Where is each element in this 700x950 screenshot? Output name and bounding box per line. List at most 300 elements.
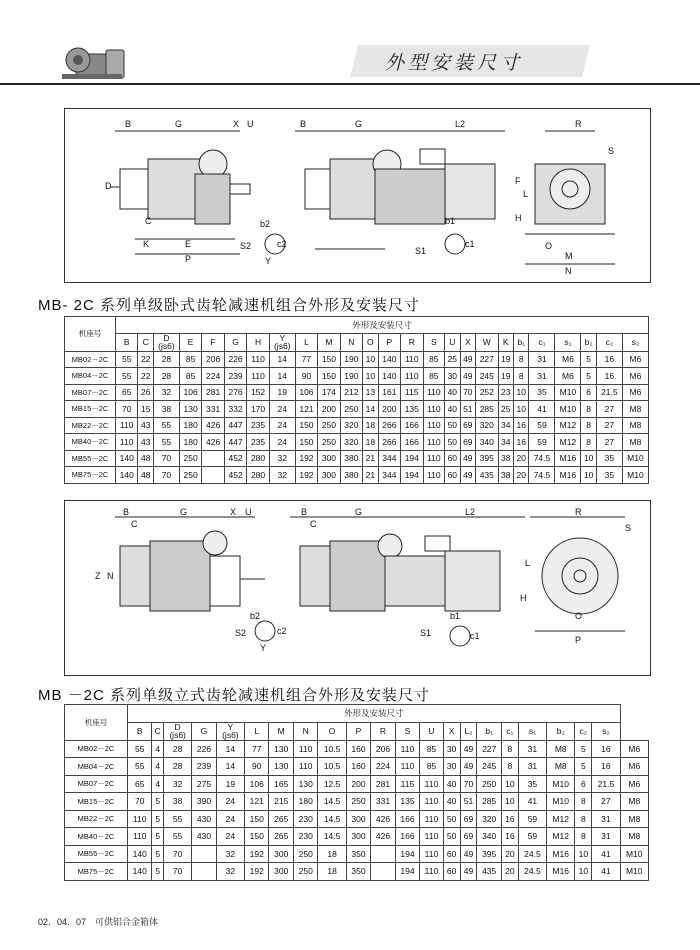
value-cell: 51 bbox=[460, 793, 477, 811]
value-cell: 250 bbox=[179, 467, 201, 484]
svg-text:U: U bbox=[247, 119, 254, 129]
value-cell: 239 bbox=[224, 368, 246, 385]
column-header: s₁ bbox=[555, 333, 581, 351]
model-cell: MB55－2C bbox=[65, 450, 116, 467]
value-cell: 8 bbox=[581, 434, 596, 451]
value-cell: 40 bbox=[443, 775, 460, 793]
value-cell: 25 bbox=[445, 351, 460, 368]
value-cell: 30 bbox=[443, 740, 460, 758]
value-cell: 10.5 bbox=[318, 758, 346, 776]
column-header: D (js6) bbox=[153, 333, 179, 351]
value-cell: 20 bbox=[514, 450, 529, 467]
value-cell: M8 bbox=[622, 417, 648, 434]
column-header: c₂ bbox=[596, 333, 622, 351]
column-header: c₁ bbox=[501, 722, 518, 740]
value-cell: 48 bbox=[138, 467, 153, 484]
value-cell: 166 bbox=[395, 828, 419, 846]
model-cell: MB55－2C bbox=[65, 845, 128, 863]
value-cell: 6 bbox=[575, 775, 592, 793]
value-cell: M6 bbox=[620, 775, 648, 793]
value-cell: 174 bbox=[318, 384, 340, 401]
value-cell: 16 bbox=[514, 417, 529, 434]
value-cell: 21 bbox=[363, 467, 378, 484]
column-header: M bbox=[318, 333, 340, 351]
value-cell: 200 bbox=[378, 401, 400, 418]
column-header: K bbox=[498, 333, 513, 351]
value-cell: 121 bbox=[295, 401, 317, 418]
value-cell: 250 bbox=[293, 845, 317, 863]
svg-text:U: U bbox=[245, 507, 252, 517]
column-header: P bbox=[346, 722, 370, 740]
column-header: b₁ bbox=[514, 333, 529, 351]
value-cell: 430 bbox=[192, 828, 216, 846]
value-cell: M6 bbox=[622, 368, 648, 385]
value-cell: 27 bbox=[596, 401, 622, 418]
svg-text:b2: b2 bbox=[250, 611, 261, 621]
svg-text:B: B bbox=[125, 119, 132, 129]
value-cell: 48 bbox=[138, 450, 153, 467]
value-cell bbox=[371, 845, 395, 863]
value-cell: 49 bbox=[460, 740, 477, 758]
value-cell: 60 bbox=[445, 467, 460, 484]
table-row bbox=[65, 384, 649, 401]
value-cell: 166 bbox=[401, 417, 423, 434]
value-cell: 331 bbox=[202, 401, 224, 418]
value-cell: 69 bbox=[460, 828, 477, 846]
value-cell: 90 bbox=[295, 368, 317, 385]
value-cell: M10 bbox=[622, 450, 648, 467]
value-cell: M16 bbox=[555, 450, 581, 467]
value-cell: 266 bbox=[378, 417, 400, 434]
value-cell: 8 bbox=[575, 828, 592, 846]
value-cell: 40 bbox=[443, 793, 460, 811]
column-header: G bbox=[192, 722, 216, 740]
value-cell: 5 bbox=[152, 793, 164, 811]
svg-text:K: K bbox=[143, 239, 150, 249]
value-cell: 6 bbox=[581, 384, 596, 401]
table-row bbox=[65, 401, 649, 418]
value-cell: 110 bbox=[423, 417, 445, 434]
column-header: F bbox=[202, 333, 224, 351]
value-cell: 32 bbox=[153, 384, 179, 401]
value-cell: 447 bbox=[224, 434, 246, 451]
value-cell: 27 bbox=[596, 434, 622, 451]
value-cell: 25 bbox=[498, 401, 513, 418]
value-cell: 110 bbox=[423, 467, 445, 484]
value-cell: 30 bbox=[445, 368, 460, 385]
value-cell: 110 bbox=[247, 368, 269, 385]
table-column-headers bbox=[65, 333, 649, 351]
value-cell: 194 bbox=[395, 863, 419, 881]
svg-text:P: P bbox=[185, 254, 192, 264]
value-cell: 452 bbox=[224, 450, 246, 467]
value-cell: 235 bbox=[247, 417, 269, 434]
value-cell: 150 bbox=[245, 810, 269, 828]
value-cell: 31 bbox=[518, 758, 546, 776]
value-cell: 35 bbox=[596, 450, 622, 467]
value-cell: 140 bbox=[128, 845, 152, 863]
value-cell: 140 bbox=[378, 368, 400, 385]
value-cell: 22 bbox=[138, 368, 153, 385]
value-cell: 150 bbox=[318, 351, 340, 368]
value-cell: 130 bbox=[269, 758, 293, 776]
table-row bbox=[65, 450, 649, 467]
value-cell: 227 bbox=[477, 740, 501, 758]
value-cell: 60 bbox=[443, 863, 460, 881]
value-cell bbox=[371, 863, 395, 881]
value-cell: 170 bbox=[247, 401, 269, 418]
value-cell: 70 bbox=[153, 467, 179, 484]
value-cell: 24 bbox=[269, 434, 295, 451]
value-cell: 22 bbox=[138, 351, 153, 368]
value-cell: 230 bbox=[293, 828, 317, 846]
value-cell: 24 bbox=[216, 828, 244, 846]
svg-text:S2: S2 bbox=[235, 628, 247, 638]
column-header: O bbox=[318, 722, 346, 740]
value-cell: 8 bbox=[514, 351, 529, 368]
value-cell: 10 bbox=[501, 775, 518, 793]
svg-text:L: L bbox=[525, 558, 531, 568]
value-cell: 14 bbox=[269, 351, 295, 368]
value-cell: 8 bbox=[575, 793, 592, 811]
table-row bbox=[65, 417, 649, 434]
value-cell: 10 bbox=[514, 401, 529, 418]
svg-text:H: H bbox=[520, 593, 527, 603]
value-cell: 16 bbox=[501, 828, 518, 846]
value-cell: 70 bbox=[153, 450, 179, 467]
model-cell: MB22－2C bbox=[65, 417, 116, 434]
column-header: b₂ bbox=[547, 722, 575, 740]
value-cell: 320 bbox=[340, 434, 362, 451]
value-cell: 21 bbox=[363, 450, 378, 467]
value-cell: 250 bbox=[293, 863, 317, 881]
svg-text:P: P bbox=[575, 635, 582, 645]
value-cell: 10 bbox=[363, 351, 378, 368]
value-cell: 14.5 bbox=[318, 793, 346, 811]
model-header: 机座号 bbox=[65, 317, 116, 352]
value-cell: 239 bbox=[192, 758, 216, 776]
value-cell: 226 bbox=[192, 740, 216, 758]
value-cell: 10.5 bbox=[318, 740, 346, 758]
value-cell: 27 bbox=[592, 793, 620, 811]
svg-text:G: G bbox=[175, 119, 183, 129]
column-header: H bbox=[247, 333, 269, 351]
value-cell: 32 bbox=[216, 863, 244, 881]
model-cell: MB40－2C bbox=[65, 828, 128, 846]
value-cell: M12 bbox=[555, 417, 581, 434]
model-cell: MB07－2C bbox=[65, 775, 128, 793]
value-cell: 150 bbox=[318, 368, 340, 385]
value-cell: 300 bbox=[346, 828, 370, 846]
value-cell: M6 bbox=[620, 758, 648, 776]
value-cell: 235 bbox=[247, 434, 269, 451]
value-cell: 18 bbox=[318, 863, 346, 881]
value-cell: 180 bbox=[293, 793, 317, 811]
value-cell: 49 bbox=[460, 863, 477, 881]
svg-text:F: F bbox=[515, 176, 521, 186]
value-cell: 31 bbox=[529, 368, 555, 385]
value-cell: 28 bbox=[163, 758, 191, 776]
value-cell: 190 bbox=[340, 368, 362, 385]
table-row bbox=[65, 434, 649, 451]
value-cell: 14 bbox=[216, 740, 244, 758]
value-cell: 426 bbox=[371, 810, 395, 828]
column-header: Y (js6) bbox=[269, 333, 295, 351]
value-cell: 340 bbox=[477, 828, 501, 846]
value-cell: 227 bbox=[476, 351, 498, 368]
value-cell: 5 bbox=[575, 758, 592, 776]
value-cell: 350 bbox=[346, 863, 370, 881]
value-cell: 265 bbox=[269, 828, 293, 846]
value-cell: 51 bbox=[460, 401, 475, 418]
value-cell: 395 bbox=[477, 845, 501, 863]
column-header: B bbox=[116, 333, 138, 351]
value-cell: 8 bbox=[581, 417, 596, 434]
svg-text:Z: Z bbox=[95, 571, 101, 581]
value-cell: 110 bbox=[420, 863, 443, 881]
value-cell: 447 bbox=[224, 417, 246, 434]
svg-text:L2: L2 bbox=[465, 507, 476, 517]
value-cell: 430 bbox=[192, 810, 216, 828]
column-header: R bbox=[401, 333, 423, 351]
value-cell: 8 bbox=[581, 401, 596, 418]
value-cell: 20 bbox=[501, 863, 518, 881]
value-cell: 41 bbox=[592, 863, 620, 881]
value-cell: 31 bbox=[592, 828, 620, 846]
value-cell: 150 bbox=[295, 434, 317, 451]
value-cell: 69 bbox=[460, 417, 475, 434]
value-cell: 49 bbox=[460, 368, 475, 385]
column-header: L bbox=[295, 333, 317, 351]
value-cell: 200 bbox=[318, 401, 340, 418]
model-cell: MB75－2C bbox=[65, 467, 116, 484]
value-cell: 70 bbox=[460, 775, 477, 793]
value-cell: 276 bbox=[224, 384, 246, 401]
value-cell: 77 bbox=[245, 740, 269, 758]
svg-text:S2: S2 bbox=[240, 241, 252, 251]
value-cell: 31 bbox=[518, 740, 546, 758]
value-cell: 280 bbox=[247, 467, 269, 484]
value-cell: 110 bbox=[395, 740, 419, 758]
value-cell: 5 bbox=[575, 740, 592, 758]
value-cell: 24 bbox=[269, 417, 295, 434]
value-cell: 426 bbox=[202, 417, 224, 434]
table-row bbox=[65, 828, 649, 846]
value-cell: 380 bbox=[340, 467, 362, 484]
vertical-dimensions-table bbox=[64, 704, 649, 881]
value-cell: 452 bbox=[224, 467, 246, 484]
column-header: S bbox=[395, 722, 419, 740]
value-cell: 320 bbox=[477, 810, 501, 828]
value-cell: 285 bbox=[476, 401, 498, 418]
value-cell: 215 bbox=[269, 793, 293, 811]
value-cell: 110 bbox=[128, 828, 152, 846]
svg-text:c1: c1 bbox=[465, 239, 475, 249]
svg-text:S: S bbox=[608, 146, 615, 156]
value-cell: 59 bbox=[518, 828, 546, 846]
column-header: R bbox=[371, 722, 395, 740]
value-cell: 10 bbox=[363, 368, 378, 385]
value-cell: 106 bbox=[295, 384, 317, 401]
value-cell: 41 bbox=[518, 793, 546, 811]
value-cell: M8 bbox=[622, 401, 648, 418]
value-cell: 85 bbox=[420, 758, 443, 776]
value-cell: 16 bbox=[501, 810, 518, 828]
column-header: s₂ bbox=[592, 722, 620, 740]
value-cell: 194 bbox=[401, 467, 423, 484]
column-header: s₁ bbox=[518, 722, 546, 740]
table-row bbox=[65, 775, 649, 793]
value-cell: 150 bbox=[245, 828, 269, 846]
value-cell: 5 bbox=[581, 351, 596, 368]
table-row bbox=[65, 351, 649, 368]
value-cell: 135 bbox=[401, 401, 423, 418]
value-cell: 32 bbox=[269, 467, 295, 484]
value-cell: 38 bbox=[153, 401, 179, 418]
value-cell: 426 bbox=[202, 434, 224, 451]
value-cell: 165 bbox=[269, 775, 293, 793]
value-cell: M10 bbox=[555, 401, 581, 418]
value-cell: 206 bbox=[202, 351, 224, 368]
column-header: C bbox=[152, 722, 164, 740]
horizontal-reducer-drawing bbox=[64, 108, 651, 283]
value-cell: 49 bbox=[460, 351, 475, 368]
value-cell: 55 bbox=[153, 417, 179, 434]
value-cell: 5 bbox=[152, 828, 164, 846]
value-cell: 55 bbox=[163, 810, 191, 828]
value-cell: 8 bbox=[514, 368, 529, 385]
value-cell: 10 bbox=[581, 467, 596, 484]
value-cell: 19 bbox=[269, 384, 295, 401]
svg-text:S1: S1 bbox=[415, 246, 427, 256]
value-cell: M6 bbox=[555, 351, 581, 368]
value-cell: 344 bbox=[378, 450, 400, 467]
value-cell: 5 bbox=[152, 845, 164, 863]
svg-text:c2: c2 bbox=[277, 626, 287, 636]
column-header: b₁ bbox=[477, 722, 501, 740]
svg-text:B: B bbox=[301, 507, 308, 517]
value-cell: 115 bbox=[395, 775, 419, 793]
value-cell: 110 bbox=[420, 793, 443, 811]
table-column-headers bbox=[65, 722, 649, 740]
value-cell: 70 bbox=[163, 863, 191, 881]
column-header: U bbox=[420, 722, 443, 740]
value-cell: 300 bbox=[346, 810, 370, 828]
svg-text:R: R bbox=[575, 507, 582, 517]
value-cell: 43 bbox=[138, 417, 153, 434]
value-cell: 10 bbox=[501, 793, 518, 811]
section2-title: MB －2C 系列单级立式齿轮减速机组合外形及安装尺寸 bbox=[38, 687, 431, 704]
value-cell: 35 bbox=[596, 467, 622, 484]
value-cell: 19 bbox=[498, 368, 513, 385]
value-cell: 14 bbox=[216, 758, 244, 776]
value-cell: 250 bbox=[179, 450, 201, 467]
value-cell: 280 bbox=[247, 450, 269, 467]
value-cell: 250 bbox=[318, 417, 340, 434]
value-cell: 5 bbox=[152, 863, 164, 881]
table-row bbox=[65, 810, 649, 828]
svg-text:C: C bbox=[131, 519, 138, 529]
value-cell: 38 bbox=[498, 450, 513, 467]
svg-text:S1: S1 bbox=[420, 628, 432, 638]
value-cell: 10 bbox=[581, 450, 596, 467]
value-cell: 426 bbox=[371, 828, 395, 846]
value-cell bbox=[202, 467, 224, 484]
svg-text:G: G bbox=[180, 507, 188, 517]
value-cell: 16 bbox=[514, 434, 529, 451]
value-cell: 55 bbox=[116, 368, 138, 385]
value-cell bbox=[192, 863, 216, 881]
value-cell: 24.5 bbox=[518, 863, 546, 881]
value-cell: 192 bbox=[245, 863, 269, 881]
model-cell: MB04－2C bbox=[65, 368, 116, 385]
value-cell: 43 bbox=[138, 434, 153, 451]
value-cell: 74.5 bbox=[529, 450, 555, 467]
value-cell: 4 bbox=[152, 758, 164, 776]
value-cell: 70 bbox=[163, 845, 191, 863]
column-header: L₂ bbox=[460, 722, 477, 740]
value-cell: 21.5 bbox=[596, 384, 622, 401]
table-row bbox=[65, 740, 649, 758]
value-cell: 69 bbox=[460, 434, 475, 451]
column-header: s₂ bbox=[622, 333, 648, 351]
value-cell: 55 bbox=[128, 758, 152, 776]
value-cell: 206 bbox=[371, 740, 395, 758]
value-cell: 265 bbox=[269, 810, 293, 828]
column-header: W bbox=[476, 333, 498, 351]
value-cell: 85 bbox=[179, 368, 201, 385]
value-cell: 350 bbox=[346, 845, 370, 863]
value-cell: 285 bbox=[477, 793, 501, 811]
value-cell: 65 bbox=[116, 384, 138, 401]
value-cell: 135 bbox=[395, 793, 419, 811]
value-cell: 70 bbox=[116, 401, 138, 418]
column-header: S bbox=[423, 333, 445, 351]
value-cell: 194 bbox=[401, 450, 423, 467]
value-cell: M16 bbox=[547, 863, 575, 881]
value-cell: M16 bbox=[555, 467, 581, 484]
value-cell: 41 bbox=[529, 401, 555, 418]
value-cell: 115 bbox=[401, 384, 423, 401]
value-cell: 35 bbox=[529, 384, 555, 401]
svg-text:Y: Y bbox=[265, 256, 272, 266]
value-cell: 166 bbox=[395, 810, 419, 828]
value-cell: 85 bbox=[179, 351, 201, 368]
model-cell: MB22－2C bbox=[65, 810, 128, 828]
value-cell: 55 bbox=[128, 740, 152, 758]
vertical-reducer-drawing bbox=[64, 500, 651, 676]
value-cell: 32 bbox=[163, 775, 191, 793]
value-cell: 34 bbox=[498, 434, 513, 451]
value-cell: 150 bbox=[295, 417, 317, 434]
value-cell: 110 bbox=[420, 775, 443, 793]
value-cell: 190 bbox=[340, 351, 362, 368]
column-header: N bbox=[340, 333, 362, 351]
column-header: G bbox=[224, 333, 246, 351]
model-cell: MB15－2C bbox=[65, 401, 116, 418]
column-header: B bbox=[128, 722, 152, 740]
model-header: 机座号 bbox=[65, 705, 128, 741]
value-cell: 70 bbox=[128, 793, 152, 811]
value-cell: 40 bbox=[445, 401, 460, 418]
value-cell: 90 bbox=[245, 758, 269, 776]
svg-text:O: O bbox=[575, 611, 583, 621]
value-cell bbox=[192, 845, 216, 863]
value-cell: 19 bbox=[216, 775, 244, 793]
value-cell: 19 bbox=[498, 351, 513, 368]
table-row bbox=[65, 845, 649, 863]
value-cell: 180 bbox=[179, 417, 201, 434]
